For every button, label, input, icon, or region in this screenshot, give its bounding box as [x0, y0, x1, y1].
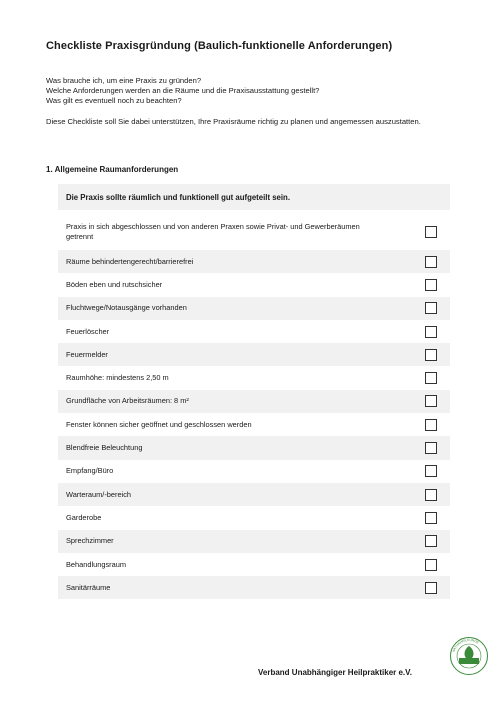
- checklist-table: [58, 184, 450, 599]
- checklist-header: Die Praxis sollte räumlich und funktionell gut aufgeteilt sein.: [58, 184, 450, 210]
- intro-description: Diese Checkliste soll Sie dabei unterstützen, Ihre Praxisräume richtig zu planen und angemessen auszustatten.: [46, 116, 421, 126]
- checklist-item: [58, 366, 450, 389]
- checklist-item-label: Feuermelder: [66, 349, 108, 359]
- checkbox[interactable]: [425, 419, 437, 431]
- checklist-item-label: Blendfreie Beleuchtung: [66, 443, 143, 453]
- checklist-item: [58, 460, 450, 483]
- checkbox[interactable]: [425, 326, 437, 338]
- checkbox[interactable]: [425, 582, 437, 594]
- checklist-item: [58, 390, 450, 413]
- footer-organization: Verband Unabhängiger Heilpraktiker e.V.: [258, 668, 412, 677]
- checkbox[interactable]: [425, 559, 437, 571]
- checklist-item-label: Grundfläche von Arbeitsräumen: 8 m²: [66, 396, 189, 406]
- seal-logo: [449, 636, 489, 676]
- checklist-item: [58, 483, 450, 506]
- page-title: Checkliste Praxisgründung (Baulich-funktionelle Anforderungen): [46, 40, 393, 52]
- intro-question-3: Was gilt es eventuell noch zu beachten?: [46, 96, 182, 106]
- checklist-item: [58, 250, 450, 273]
- section-title: 1. Allgemeine Raumanforderungen: [46, 165, 179, 174]
- checklist-item-label: Praxis in sich abgeschlossen und von anderen Praxen sowie Privat- und Gewerberäumen getrennt: [66, 222, 360, 241]
- checklist-item: [58, 553, 450, 576]
- checklist-item-label: Warteraum/-bereich: [66, 489, 132, 499]
- checklist-item: [58, 413, 450, 436]
- checklist-item-label: Feuerlöscher: [66, 326, 110, 336]
- checklist-item: [58, 297, 450, 320]
- checkbox[interactable]: [425, 535, 437, 547]
- checkbox[interactable]: [425, 465, 437, 477]
- checklist-item: [58, 576, 450, 599]
- checklist-item-label: Böden eben und rutschsicher: [66, 279, 163, 289]
- checklist-item: [58, 273, 450, 296]
- checkbox[interactable]: [425, 442, 437, 454]
- checkbox[interactable]: [425, 395, 437, 407]
- intro: [46, 76, 466, 127]
- checklist-item-label: Sanitärräume: [66, 582, 111, 592]
- checkbox[interactable]: [425, 256, 437, 268]
- checklist-item: [58, 436, 450, 459]
- checkbox[interactable]: [425, 489, 437, 501]
- checklist-item-label: Fluchtwege/Notausgänge vorhanden: [66, 303, 187, 313]
- seal-text: NATURHEILKUNDE: [451, 637, 480, 653]
- checkbox[interactable]: [425, 302, 437, 314]
- checklist-item-label: Sprechzimmer: [66, 536, 114, 546]
- checklist-item-label: Fenster können sicher geöffnet und geschlossen werden: [66, 419, 252, 429]
- checkbox[interactable]: [425, 372, 437, 384]
- intro-question-1: Was brauche ich, um eine Praxis zu gründen?: [46, 76, 202, 85]
- checklist-item-label: Garderobe: [66, 512, 102, 522]
- intro-question-2: Welche Anforderungen werden an die Räume und die Praxisausstattung gestellt?: [46, 86, 320, 96]
- checklist-item-label: Behandlungsraum: [66, 559, 126, 569]
- checklist-item: [58, 320, 450, 343]
- checklist-item: [58, 506, 450, 529]
- checkbox[interactable]: [425, 349, 437, 361]
- checklist-item-label: Raumhöhe: mindestens 2,50 m: [66, 373, 169, 383]
- checkbox[interactable]: [425, 226, 437, 238]
- checklist-item: [58, 214, 450, 250]
- checklist-item: [58, 343, 450, 366]
- checklist-item-label: Empfang/Büro: [66, 466, 114, 476]
- checkbox[interactable]: [425, 279, 437, 291]
- checkbox[interactable]: [425, 512, 437, 524]
- checklist-item-label: Räume behindertengerecht/barrierefrei: [66, 256, 194, 266]
- checklist-item: [58, 530, 450, 553]
